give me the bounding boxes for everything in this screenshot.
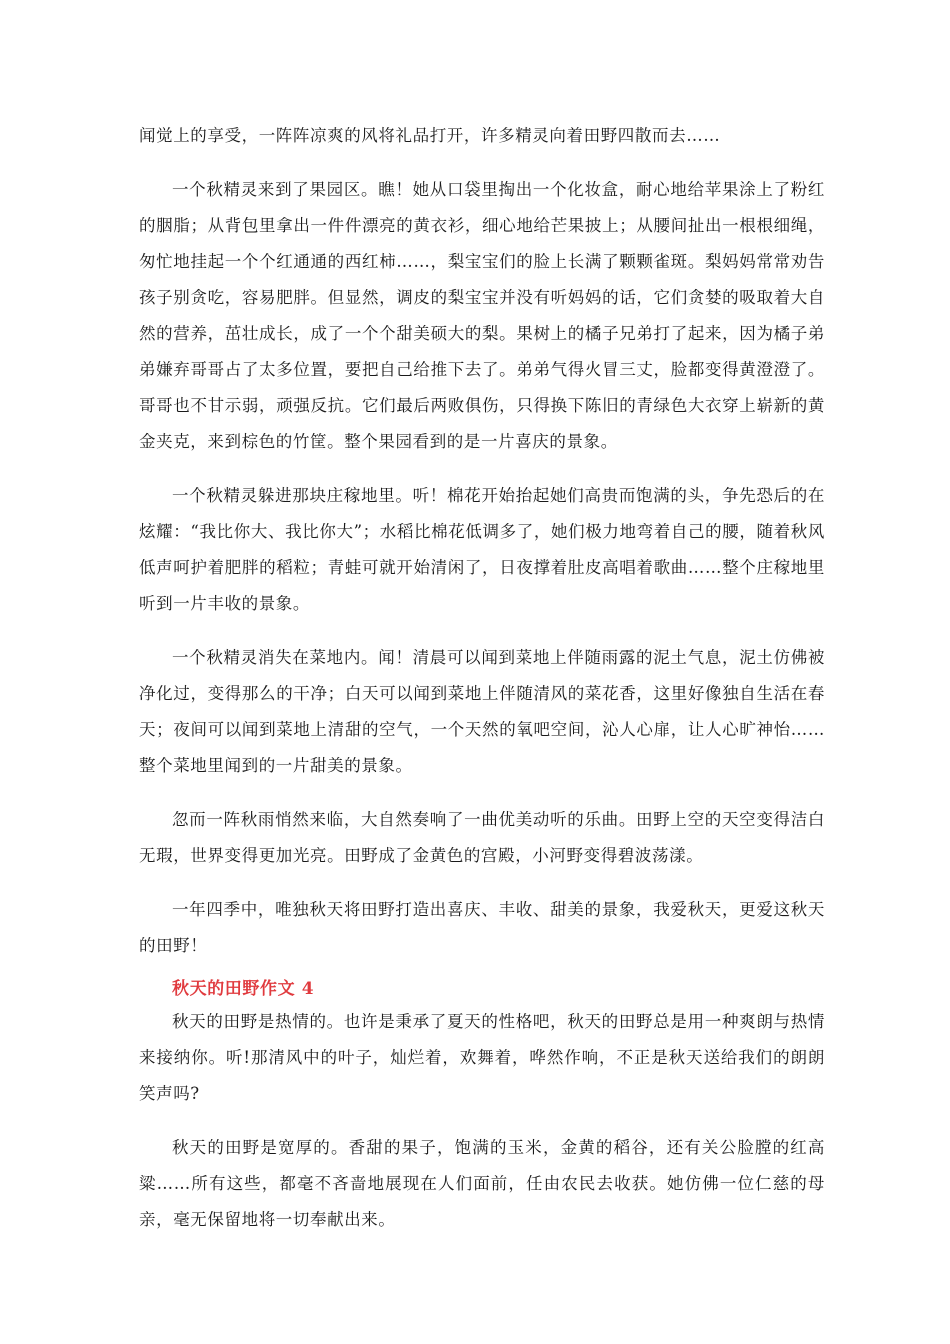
paragraph-continuation: 闻觉上的享受，一阵阵凉爽的风将礼品打开，许多精灵向着田野四散而去…… xyxy=(139,126,721,145)
section-heading: 秋天的田野作文 4 xyxy=(172,979,315,999)
paragraph-orchard: 一个秋精灵来到了果园区。瞧！她从口袋里掏出一个化妆盒，耐心地给苹果涂上了粉红的胭脂；从背包里拿出一件件漂亮的黄衣衫，细心地给芒果披上；从腰间扯出一根根细绳，匆忙地挂起一个个红通通的西红柿……，梨宝宝们的脸上长满了颗颗雀斑。梨妈妈常常劝告孩子别贪吃，容易肥胖。但显然，调皮的梨宝宝并没有听妈妈的话，它们贪婪的吸取着大自然的营养，茁壮成长，成了一个个甜美硕大的梨。果树上的橘子兄弟打了起来，因为橘子弟弟嫌弃哥哥占了太多位置，要把自己给推下去了。弟弟气得火冒三丈，脸都变得黄澄澄了。哥哥也不甘示弱，顽强反抗。它们最后两败俱伤，只得换下陈旧的青绿色大衣穿上崭新的黄金夹克，来到棕色的竹筐。整个果园看到的是一片喜庆的景象。 xyxy=(139,180,825,451)
paragraph-cropland: 一个秋精灵躲进那块庄稼地里。听！棉花开始抬起她们高贵而饱满的头，争先恐后的在炫耀：“我比你大、我比你大”；水稻比棉花低调多了，她们极力地弯着自己的腰，随着秋风低声呵护着肥胖的稻粒；青蛙可就开始清闲了，日夜撑着肚皮高唱着歌曲……整个庄稼地里听到一片丰收的景象。 xyxy=(139,486,825,613)
paragraph-enthusiastic: 秋天的田野是热情的。也许是秉承了夏天的性格吧，秋天的田野总是用一种爽朗与热情来接纳你。听!那清风中的叶子，灿烂着，欢舞着，哗然作响，不正是秋天送给我们的朗朗笑声吗? xyxy=(139,1012,825,1103)
paragraph-autumn-rain: 忽而一阵秋雨悄然来临，大自然奏响了一曲优美动听的乐曲。田野上空的天空变得洁白无瑕，世界变得更加光亮。田野成了金黄色的宫殿，小河野变得碧波荡漾。 xyxy=(139,810,825,865)
paragraph-generous: 秋天的田野是宽厚的。香甜的果子，饱满的玉米，金黄的稻谷，还有关公脸膛的红高粱……所有这些，都毫不吝啬地展现在人们面前，任由农民去收获。她仿佛一位仁慈的母亲，毫无保留地将一切奉献出来。 xyxy=(139,1138,825,1229)
paragraph-conclusion: 一年四季中，唯独秋天将田野打造出喜庆、丰收、甜美的景象，我爱秋天，更爱这秋天的田野！ xyxy=(139,900,825,955)
document-page xyxy=(139,118,825,1238)
paragraph-vegetable-field: 一个秋精灵消失在菜地内。闻！清晨可以闻到菜地上伴随雨露的泥土气息，泥土仿佛被净化过，变得那么的干净；白天可以闻到菜地上伴随清风的菜花香，这里好像独自生活在春天；夜间可以闻到菜地上清甜的空气，一个天然的氧吧空间，沁人心扉，让人心旷神怡……整个菜地里闻到的一片甜美的景象。 xyxy=(139,648,825,775)
